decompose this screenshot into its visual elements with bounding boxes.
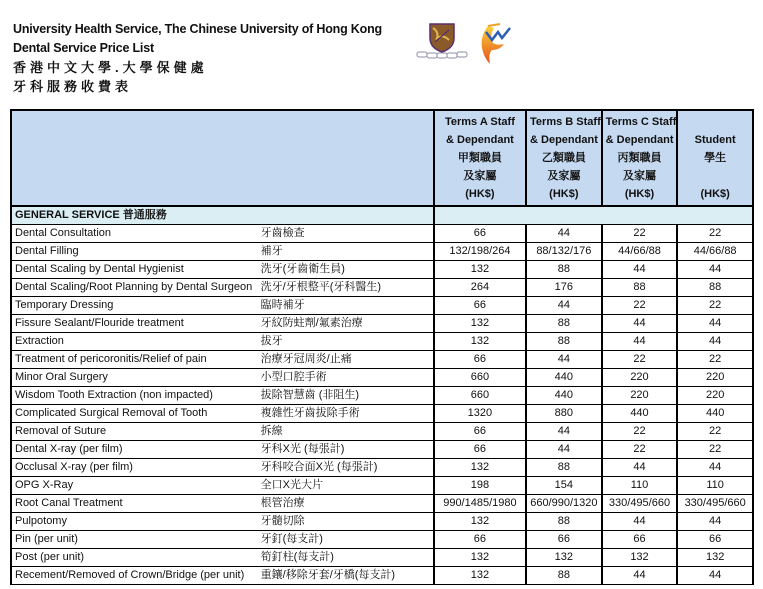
price-terms-b: 88	[526, 315, 602, 333]
service-name-en: Treatment of pericoronitis/Relief of pain	[11, 351, 258, 369]
price-terms-b: 440	[526, 387, 602, 405]
service-name-en: Dental Filling	[11, 243, 258, 261]
price-student: 44	[677, 333, 753, 351]
service-name-zh: 牙髓切除	[258, 513, 434, 531]
service-name-en: Dental X-ray (per film)	[11, 441, 258, 459]
table-row	[11, 261, 753, 279]
price-student: 110	[677, 477, 753, 495]
price-terms-a: 66	[434, 225, 526, 243]
service-name-zh: 根管治療	[258, 495, 434, 513]
price-terms-b: 44	[526, 441, 602, 459]
column-header-line: Terms C Staff	[605, 116, 677, 128]
price-terms-c: 44	[602, 567, 678, 585]
service-name-en: Temporary Dressing	[11, 297, 258, 315]
price-terms-b: 66	[526, 531, 602, 549]
service-name-zh: 補牙	[258, 243, 434, 261]
price-terms-b: 44	[526, 297, 602, 315]
service-name-en: Fissure Sealant/Flouride treatment	[11, 315, 258, 333]
service-name-zh: 牙齒檢查	[258, 225, 434, 243]
service-name-zh: 重鑲/移除牙套/牙橋(每支計)	[258, 567, 434, 585]
price-terms-c: 44	[602, 315, 678, 333]
service-name-en: Post (per unit)	[11, 549, 258, 567]
table-row	[11, 405, 753, 423]
service-name-zh: 拆線	[258, 423, 434, 441]
price-student: 44/66/88	[677, 243, 753, 261]
price-student: 44	[677, 459, 753, 477]
price-terms-a: 66	[434, 297, 526, 315]
table-row	[11, 369, 753, 387]
price-terms-c: 220	[602, 369, 678, 387]
price-terms-a: 132/198/264	[434, 243, 526, 261]
column-header-line: & Dependant	[530, 134, 598, 146]
price-student: 330/495/660	[677, 495, 753, 513]
subtitle-zh: 牙科服務收費表	[13, 79, 133, 94]
column-header-line: & Dependant	[605, 134, 674, 146]
price-terms-c: 440	[602, 405, 678, 423]
price-terms-b: 88	[526, 261, 602, 279]
column-header-line: 及家屬	[547, 170, 581, 182]
section-blank-cell	[434, 206, 753, 225]
service-name-en: Pulpotomy	[11, 513, 258, 531]
table-row	[11, 495, 753, 513]
table-row	[11, 243, 753, 261]
price-terms-a: 132	[434, 567, 526, 585]
price-rows	[11, 225, 753, 585]
service-name-en: Root Canal Treatment	[11, 495, 258, 513]
price-terms-b: 44	[526, 351, 602, 369]
column-header-student	[677, 110, 753, 206]
price-student: 22	[677, 351, 753, 369]
price-terms-c: 22	[602, 441, 678, 459]
price-terms-b: 88/132/176	[526, 243, 602, 261]
service-name-en: Extraction	[11, 333, 258, 351]
university-health-service-logo	[478, 20, 512, 68]
price-terms-a: 990/1485/1980	[434, 495, 526, 513]
column-header-unit: (HK$)	[624, 188, 655, 200]
price-terms-c: 22	[602, 297, 678, 315]
price-student: 66	[677, 531, 753, 549]
price-terms-b: 88	[526, 459, 602, 477]
price-terms-a: 132	[434, 333, 526, 351]
service-name-en: Occlusal X-ray (per film)	[11, 459, 258, 477]
column-header-line: 學生	[704, 152, 727, 164]
column-header-spacer	[681, 113, 749, 131]
column-header-line: 丙類職員	[617, 152, 662, 164]
service-name-en: Dental Scaling/Root Planning by Dental Surgeon	[11, 279, 258, 297]
document-header	[13, 20, 382, 96]
price-student: 44	[677, 315, 753, 333]
service-name-en: Complicated Surgical Removal of Tooth	[11, 405, 258, 423]
table-header-row	[11, 110, 753, 206]
price-terms-c: 44/66/88	[602, 243, 678, 261]
service-name-zh: 拔牙	[258, 333, 434, 351]
price-terms-a: 132	[434, 261, 526, 279]
service-name-zh: 複雜性牙齒拔除手術	[258, 405, 434, 423]
service-name-zh: 洗牙/牙根整平(牙科醫生)	[258, 279, 434, 297]
price-terms-a: 66	[434, 441, 526, 459]
price-student: 44	[677, 261, 753, 279]
section-row-general-service	[11, 206, 753, 225]
price-terms-a: 264	[434, 279, 526, 297]
service-name-zh: 臨時補牙	[258, 297, 434, 315]
table-row	[11, 423, 753, 441]
service-name-en: Recement/Removed of Crown/Bridge (per unit)	[11, 567, 258, 585]
price-terms-b: 132	[526, 549, 602, 567]
service-name-zh: 小型口腔手術	[258, 369, 434, 387]
price-terms-c: 220	[602, 387, 678, 405]
price-terms-c: 44	[602, 459, 678, 477]
price-student: 44	[677, 513, 753, 531]
service-name-zh: 牙紋防蛀劑/氟素治療	[258, 315, 434, 333]
subtitle-en: Dental Service Price List	[13, 41, 154, 55]
section-title: GENERAL SERVICE 普通服務	[11, 206, 434, 225]
price-student: 132	[677, 549, 753, 567]
column-header-line: 及家屬	[463, 170, 497, 182]
table-row	[11, 459, 753, 477]
service-name-en: Dental Consultation	[11, 225, 258, 243]
service-name-en: Pin (per unit)	[11, 531, 258, 549]
header-blank-cell	[11, 110, 434, 206]
table-row	[11, 279, 753, 297]
table-row	[11, 549, 753, 567]
column-header-unit: (HK$)	[465, 188, 495, 200]
price-terms-a: 660	[434, 387, 526, 405]
service-name-zh: 拔除智慧齒 (非阻生)	[258, 387, 434, 405]
price-terms-b: 176	[526, 279, 602, 297]
column-header-line: 甲類職員	[457, 152, 502, 164]
service-name-zh: 筍釘柱(每支計)	[258, 549, 434, 567]
price-terms-a: 660	[434, 369, 526, 387]
price-terms-b: 44	[526, 423, 602, 441]
column-header-unit: (HK$)	[700, 188, 730, 200]
cuhk-crest-logo	[413, 22, 471, 62]
column-header-line: 乙類職員	[541, 152, 586, 164]
price-terms-b: 88	[526, 513, 602, 531]
title-en: University Health Service, The Chinese University of Hong Kong	[13, 22, 382, 36]
service-name-en: OPG X-Ray	[11, 477, 258, 495]
price-student: 88	[677, 279, 753, 297]
service-name-en: Minor Oral Surgery	[11, 369, 258, 387]
price-terms-a: 66	[434, 423, 526, 441]
price-terms-a: 132	[434, 549, 526, 567]
column-header-spacer	[681, 167, 749, 185]
price-student: 22	[677, 225, 753, 243]
service-name-zh: 治療牙冠周炎/止痛	[258, 351, 434, 369]
price-terms-c: 22	[602, 351, 678, 369]
price-terms-c: 22	[602, 225, 678, 243]
table-row	[11, 333, 753, 351]
price-terms-a: 198	[434, 477, 526, 495]
price-student: 220	[677, 369, 753, 387]
price-terms-c: 44	[602, 333, 678, 351]
price-terms-c: 66	[602, 531, 678, 549]
price-terms-b: 440	[526, 369, 602, 387]
price-terms-b: 660/990/1320	[526, 495, 602, 513]
price-terms-a: 132	[434, 513, 526, 531]
column-header-line: Terms A Staff	[444, 116, 515, 128]
column-header-line: Student	[694, 134, 736, 146]
table-row	[11, 297, 753, 315]
price-terms-a: 1320	[434, 405, 526, 423]
table-row	[11, 567, 753, 585]
table-row	[11, 387, 753, 405]
service-name-zh: 牙科X光 (每張計)	[258, 441, 434, 459]
column-header-line: & Dependant	[446, 134, 514, 146]
table-row	[11, 351, 753, 369]
price-student: 22	[677, 297, 753, 315]
column-header-line: 及家屬	[622, 170, 656, 182]
column-header-line: Terms B Staff	[530, 116, 601, 128]
table-row	[11, 225, 753, 243]
price-terms-b: 88	[526, 333, 602, 351]
price-terms-a: 66	[434, 531, 526, 549]
price-terms-b: 88	[526, 567, 602, 585]
price-terms-c: 44	[602, 513, 678, 531]
service-name-zh: 洗牙(牙齒衛生員)	[258, 261, 434, 279]
service-name-zh: 牙科咬合面X光 (每張計)	[258, 459, 434, 477]
price-student: 440	[677, 405, 753, 423]
price-terms-c: 44	[602, 261, 678, 279]
price-student: 22	[677, 441, 753, 459]
service-name-en: Removal of Suture	[11, 423, 258, 441]
table-row	[11, 477, 753, 495]
table-row	[11, 315, 753, 333]
table-row	[11, 531, 753, 549]
column-header-terms-c	[602, 110, 678, 206]
table-row	[11, 441, 753, 459]
price-terms-c: 110	[602, 477, 678, 495]
price-terms-c: 88	[602, 279, 678, 297]
price-student: 220	[677, 387, 753, 405]
column-header-unit: (HK$)	[549, 188, 579, 200]
service-name-zh: 牙釘(每支計)	[258, 531, 434, 549]
price-terms-c: 132	[602, 549, 678, 567]
price-terms-b: 880	[526, 405, 602, 423]
column-header-terms-a	[434, 110, 526, 206]
column-header-terms-b	[526, 110, 602, 206]
price-terms-a: 66	[434, 351, 526, 369]
title-zh: 香港中文大學.大學保健處	[13, 60, 208, 75]
service-name-en: Dental Scaling by Dental Hygienist	[11, 261, 258, 279]
price-terms-c: 330/495/660	[602, 495, 678, 513]
price-terms-c: 22	[602, 423, 678, 441]
price-student: 44	[677, 567, 753, 585]
service-name-en: Wisdom Tooth Extraction (non impacted)	[11, 387, 258, 405]
price-student: 22	[677, 423, 753, 441]
table-row	[11, 513, 753, 531]
price-terms-a: 132	[434, 315, 526, 333]
service-name-zh: 全口X光大片	[258, 477, 434, 495]
price-terms-b: 154	[526, 477, 602, 495]
price-terms-a: 132	[434, 459, 526, 477]
price-table	[10, 109, 754, 585]
price-terms-b: 44	[526, 225, 602, 243]
